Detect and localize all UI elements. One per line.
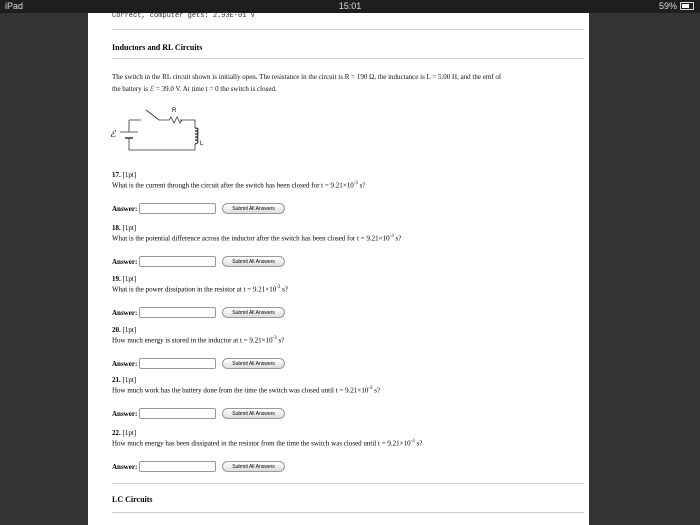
exponent: -3: [276, 285, 281, 290]
answer-input[interactable]: [139, 408, 216, 419]
question-tail: s?: [372, 386, 381, 395]
status-bar: [0, 0, 700, 13]
answer-row: [112, 358, 285, 369]
question-20: [112, 326, 284, 344]
question-number: 19.: [112, 275, 121, 283]
question-number: 20.: [112, 326, 121, 334]
answer-input[interactable]: [139, 256, 216, 267]
submit-all-answers-button[interactable]: Submit All Answers: [222, 461, 285, 472]
exponent: -3: [410, 439, 415, 444]
exponent: -3: [272, 336, 277, 341]
question-points: [1pt]: [122, 376, 137, 384]
inductor-label: L: [200, 141, 204, 147]
question-points: [1pt]: [122, 326, 137, 334]
question-text: How much work has the battery done from the time the switch was closed until t = 9.21×10: [112, 386, 369, 395]
question-number: 18.: [112, 224, 121, 232]
intro-line: the battery is ℰ = 39.0 V. At time t = 0 the switch is closed.: [112, 85, 277, 93]
previous-feedback: Correct, computer gets: 2.93E-01 V: [112, 12, 255, 20]
exponent: -3: [389, 234, 394, 239]
answer-label: Answer:: [112, 462, 138, 471]
question-tail: s?: [357, 181, 366, 190]
question-number: 22.: [112, 429, 121, 437]
question-tail: s?: [276, 336, 285, 345]
question-22: [112, 429, 422, 447]
question-number: 17.: [112, 171, 121, 179]
answer-label: Answer:: [112, 204, 138, 213]
question-tail: s?: [414, 439, 423, 448]
clock: 15:01: [338, 1, 362, 11]
submit-all-answers-button[interactable]: Submit All Answers: [222, 408, 285, 419]
question-text: How much energy is stored in the inductor at t = 9.21×10: [112, 336, 273, 345]
question-text: What is the potential difference across the inductor after the switch has been closed for t = 9.21×10: [112, 234, 390, 243]
section-title: LC Circuits: [112, 495, 153, 504]
exponent: -3: [353, 181, 358, 186]
question-tail: s?: [393, 234, 402, 243]
battery-indicator: [659, 1, 694, 11]
emf-label: ℰ: [110, 129, 116, 139]
answer-row: [112, 408, 285, 419]
question-21: [112, 376, 380, 394]
answer-row: [112, 256, 285, 267]
question-text: What is the current through the circuit after the switch has been closed for t = 9.21×10: [112, 181, 354, 190]
intro-line: The switch in the RL circuit shown is initially open. The resistance in the circuit is R = 190 Ω, the inductance is L = 5.00 H, and the emf of: [112, 73, 502, 81]
answer-input[interactable]: [139, 203, 216, 214]
answer-label: Answer:: [112, 359, 138, 368]
question-17: [112, 171, 366, 189]
submit-all-answers-button[interactable]: Submit All Answers: [222, 358, 285, 369]
answer-row: [112, 461, 285, 472]
question-text: What is the power dissipation in the resistor at t = 9.21×10: [112, 285, 277, 294]
answer-input[interactable]: [139, 461, 216, 472]
submit-all-answers-button[interactable]: Submit All Answers: [222, 203, 285, 214]
answer-input[interactable]: [139, 358, 216, 369]
submit-all-answers-button[interactable]: Submit All Answers: [222, 256, 285, 267]
section-title: Inductors and RL Circuits: [112, 43, 203, 52]
question-text: How much energy has been dissipated in the resistor from the time the switch was closed until t = 9.21×10: [112, 439, 411, 448]
question-tail: s?: [280, 285, 288, 294]
answer-row: [112, 307, 285, 318]
answer-row: [112, 203, 285, 214]
rl-circuit-diagram: [108, 101, 218, 161]
question-points: [1pt]: [122, 275, 137, 283]
divider: [112, 483, 584, 484]
device-label: iPad: [5, 1, 24, 11]
divider: [112, 512, 584, 513]
answer-input[interactable]: [139, 307, 216, 318]
question-points: [1pt]: [122, 429, 137, 437]
battery-icon: [680, 2, 694, 10]
question-number: 21.: [112, 376, 121, 384]
answer-label: Answer:: [112, 409, 138, 418]
exponent: -3: [368, 386, 373, 391]
divider: [112, 58, 584, 59]
problem-intro: [112, 71, 582, 95]
document-page: [88, 13, 589, 525]
question-points: [1pt]: [122, 224, 137, 232]
question-19: [112, 275, 288, 293]
divider: [112, 29, 584, 30]
answer-label: Answer:: [112, 257, 138, 266]
answer-label: Answer:: [112, 308, 138, 317]
resistor-label: R: [172, 108, 177, 114]
submit-all-answers-button[interactable]: Submit All Answers: [222, 307, 285, 318]
question-points: [1pt]: [122, 171, 137, 179]
question-18: [112, 224, 401, 242]
battery-percent: 59%: [658, 1, 677, 11]
